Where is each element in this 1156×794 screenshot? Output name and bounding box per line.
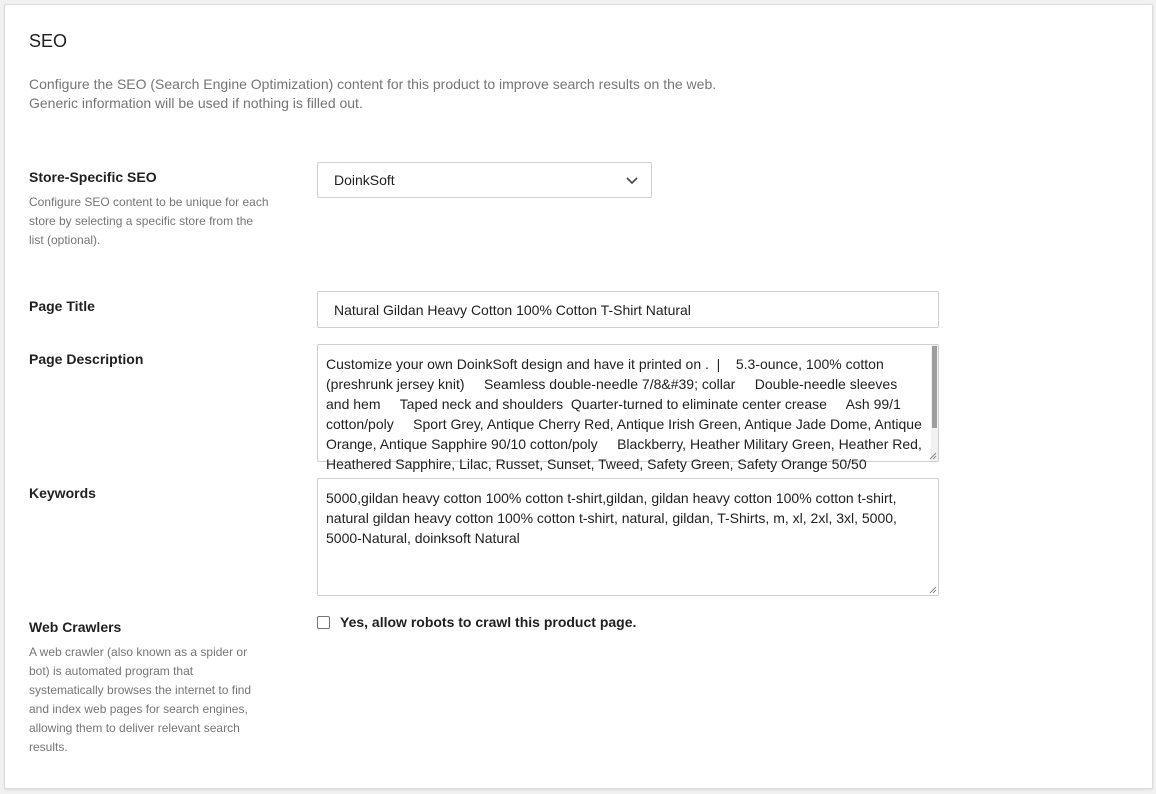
web-crawlers-label: Web Crawlers [29, 619, 122, 635]
section-title: SEO [29, 31, 68, 51]
description-scrollbar-thumb[interactable] [932, 346, 937, 428]
page-title-label: Page Title [29, 298, 95, 314]
allow-robots-option[interactable] [317, 614, 636, 630]
store-select[interactable] [317, 162, 652, 198]
seo-card [4, 4, 1153, 789]
web-crawlers-help: A web crawler (also known as a spider or bot) is automated program that systematically browses the internet to find and index web pages for search engines, allowing them to deliver relevant search results. [29, 645, 252, 754]
store-select-value: DoinkSoft [334, 172, 395, 188]
chevron-down-icon [625, 173, 639, 187]
allow-robots-label[interactable]: Yes, allow robots to crawl this product page. [340, 614, 637, 630]
description-scrollbar[interactable] [931, 345, 938, 461]
store-seo-label: Store-Specific SEO [29, 169, 157, 185]
intro-line-1: Configure the SEO (Search Engine Optimization) content for this product to improve search results on the web. [29, 76, 717, 92]
resize-grip-icon[interactable] [929, 586, 937, 594]
intro-line-2: Generic information will be used if nothing is filled out. [29, 95, 363, 111]
keywords-textarea[interactable] [317, 478, 939, 596]
page-title-value: Natural Gildan Heavy Cotton 100% Cotton T-Shirt Natural [334, 302, 691, 318]
resize-grip-icon[interactable] [929, 452, 937, 460]
page-description-value: Customize your own DoinkSoft design and have it printed on . | 5.3-ounce, 100% cotton (preshrunk jersey knit) Seamless double-needle 7/8&#39; collar Double-needle sleeves and hem Taped neck and shoulders Quarter-turned to eliminate center crease Ash 99/1 cotton/poly Sport Grey, Antique Cherry Red, Antique Irish Green, Antique Jade Dome, Antique Orange, Antique Sapphire 90/10 cotton/poly Blackberry, Heather Military Green, Heather Red, Heathered Sapphire, Lilac, Russet, Sunset, Tweed, Safety Green, Safety Orange 50/50 [326, 356, 926, 472]
section-intro [29, 75, 789, 113]
store-seo-help: Configure SEO content to be unique for each store by selecting a specific store from the list (optional). [29, 195, 269, 247]
page-description-textarea[interactable] [317, 344, 939, 472]
page-description-label: Page Description [29, 351, 144, 367]
allow-robots-checkbox[interactable] [317, 616, 330, 629]
keywords-label: Keywords [29, 485, 96, 501]
page-title-input[interactable] [317, 291, 939, 328]
keywords-value: 5000,gildan heavy cotton 100% cotton t-shirt,gildan, gildan heavy cotton 100% cotton t-shirt, natural gildan heavy cotton 100% cotton t-shirt, natural, gildan, T-Shirts, m, xl, 2xl, 3xl, 5000, 5000-Natural, doinksoft Natural [326, 490, 901, 546]
